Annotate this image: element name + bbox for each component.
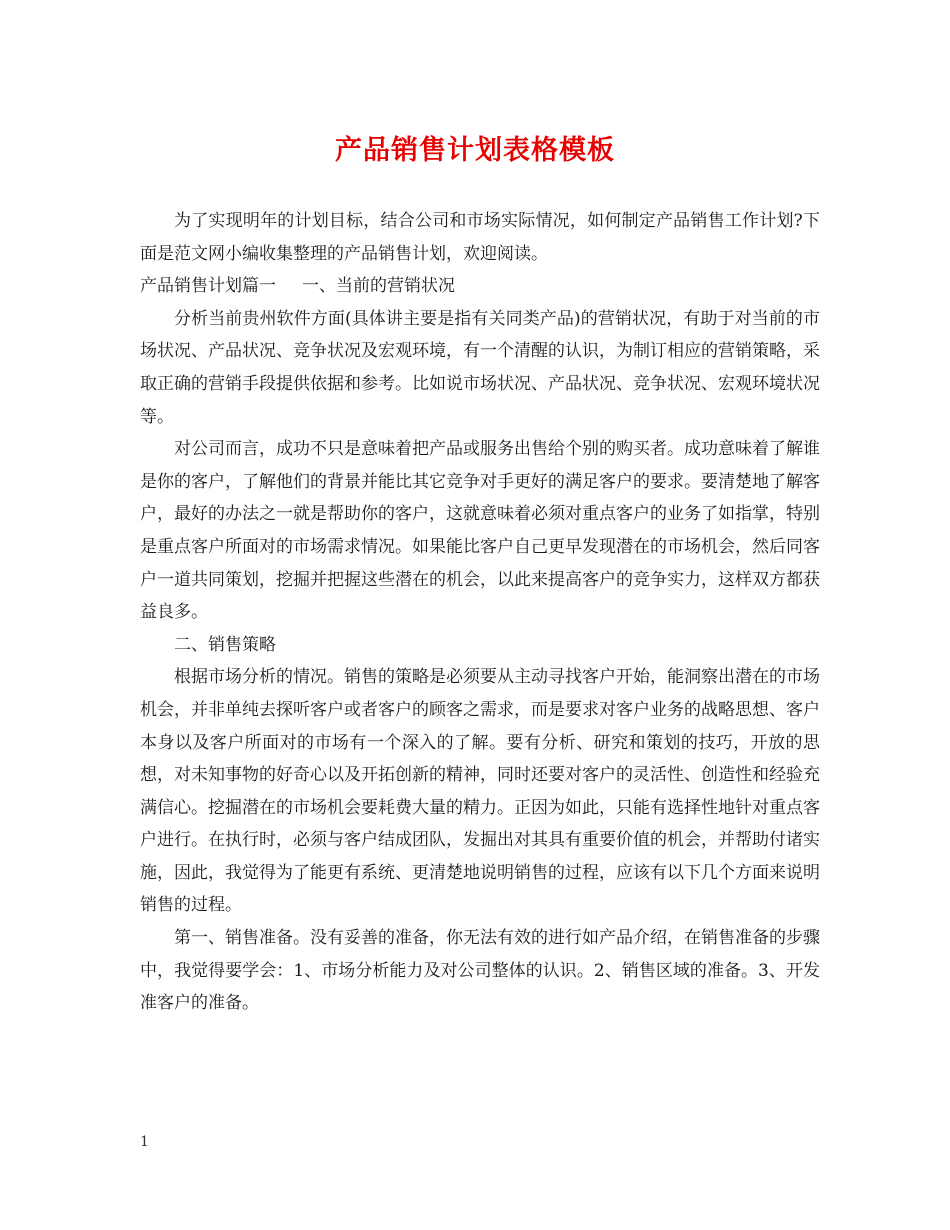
sales-strategy-heading: 二、销售策略	[174, 634, 276, 655]
paragraph-sales-preparation: 第一、销售准备。没有妥善的准备，你无法有效的进行如产品介绍，在销售准备的步骤中，我觉得要学会：1、市场分析能力及对公司整体的认识。2、销售区域的准备。3、开发准客户的准备。	[140, 928, 820, 1014]
intro-paragraph: 为了实现明年的计划目标，结合公司和市场实际情况，如何制定产品销售工作计划?下面是范文网小编收集整理的产品销售计划，欢迎阅读。	[140, 211, 820, 264]
section-one-title: 一、当前的营销状况	[302, 276, 455, 297]
paragraph-market-status: 分析当前贵州软件方面(具体讲主要是指有关同类产品)的营销状况，有助于对当前的市场状况、产品状况、竞争状况及宏观环境，有一个清醒的认识，为制订相应的营销策略，采取正确的营销手段提供依据和参考。比如说市场状况、产品状况、竞争状况、宏观环境状况等。	[140, 308, 820, 427]
paragraph-company-success: 对公司而言，成功不只是意味着把产品或服务出售给个别的购买者。成功意味着了解谁是你的客户，了解他们的背景并能比其它竞争对手更好的满足客户的要求。要清楚地了解客户，最好的办法之一就是帮助你的客户，这就意味着必须对重点客户的业务了如指掌，特别是重点客户所面对的市场需求情况。如果能比客户自己更早发现潜在的市场机会，然后同客户一道共同策划，挖掘并把握这些潜在的机会，以此来提高客户的竞争实力，这样双方都获益良多。	[140, 439, 820, 623]
page-number: 1	[140, 1134, 149, 1150]
paragraph-sales-strategy: 根据市场分析的情况。销售的策略是必须要从主动寻找客户开始，能洞察出潜在的市场机会，并非单纯去探听客户或者客户的顾客之需求，而是要求对客户业务的战略思想、客户本身以及客户所面对的市场有一个深入的了解。要有分析、研究和策划的技巧，开放的思想，对未知事物的好奇心以及开拓创新的精神，同时还要对客户的灵活性、创造性和经验充满信心。挖掘潜在的市场机会要耗费大量的精力。正因为如此，只能有选择性地针对重点客户进行。在执行时，必须与客户结成团队，发掘出对其具有重要价值的机会，并帮助付诸实施，因此，我觉得为了能更有系统、更清楚地说明销售的过程，应该有以下几个方面来说明销售的过程。	[140, 667, 820, 916]
document-body	[140, 205, 820, 1020]
document-title: 产品销售计划表格模板	[335, 135, 615, 166]
section-one-heading	[140, 270, 820, 303]
section-one-label: 产品销售计划篇一	[140, 276, 276, 297]
